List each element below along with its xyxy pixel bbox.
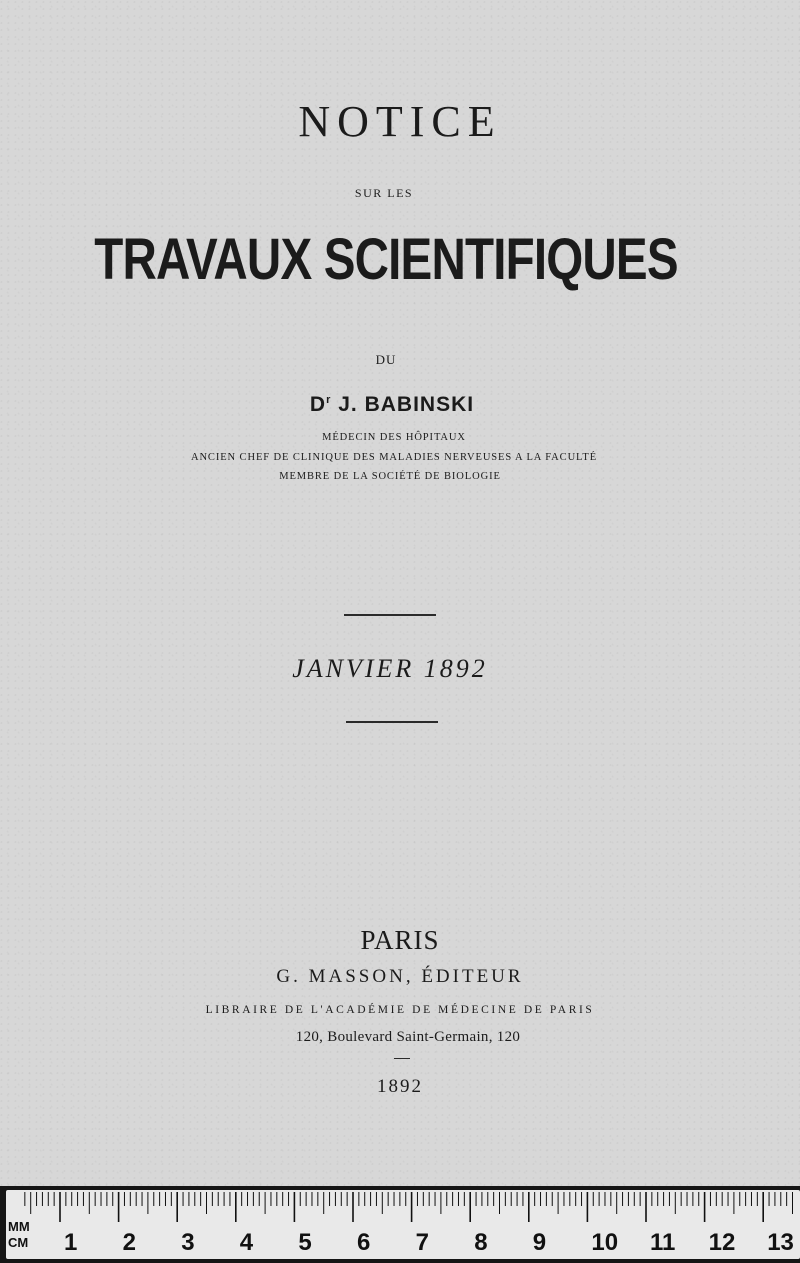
- ruler-number: 12: [708, 1229, 736, 1256]
- ruler-unit-mm: MM: [8, 1219, 30, 1234]
- notice-heading: NOTICE: [298, 97, 502, 146]
- ruler-number: 8: [474, 1229, 488, 1256]
- ruler-number: 6: [357, 1229, 371, 1256]
- ruler-unit-cm: CM: [8, 1235, 29, 1250]
- publication-city: PARIS: [360, 925, 440, 955]
- ruler-number: 1: [64, 1229, 78, 1256]
- ruler-number: 7: [415, 1229, 429, 1256]
- author-surname: J. BABINSKI: [338, 393, 475, 416]
- publisher-role: LIBRAIRE DE L'ACADÉMIE DE MÉDECINE DE PARIS: [205, 1004, 595, 1016]
- credential-line: MÉDECIN DES HÔPITAUX: [322, 432, 466, 443]
- ruler-number: 13: [767, 1229, 794, 1256]
- author-prefix-superscript: r: [326, 394, 332, 406]
- ruler-number: 10: [591, 1229, 619, 1256]
- ruler-number: 2: [122, 1229, 136, 1256]
- ruler-number: 9: [532, 1229, 547, 1256]
- preposition: DU: [375, 352, 397, 367]
- publisher-address: 120, Boulevard Saint-Germain, 120: [295, 1029, 521, 1045]
- ruler-strip: [6, 1190, 800, 1259]
- author-name: [0, 393, 792, 417]
- ruler-number: 5: [298, 1229, 312, 1256]
- main-title: TRAVAUX SCIENTIFIQUES: [94, 227, 678, 292]
- subheading: SUR LES: [354, 186, 414, 200]
- publisher-name: G. MASSON, ÉDITEUR: [276, 966, 524, 987]
- ruler-ticks: [6, 1190, 800, 1259]
- divider-rule: [344, 614, 436, 616]
- date-line: JANVIER 1892: [292, 654, 488, 683]
- publication-year: 1892: [377, 1076, 423, 1097]
- divider-rule: [346, 721, 438, 723]
- ruler-number: 11: [650, 1229, 676, 1256]
- divider-dash: [394, 1058, 410, 1059]
- ruler-number: 3: [181, 1229, 195, 1256]
- credential-line: MEMBRE DE LA SOCIÉTÉ DE BIOLOGIE: [279, 471, 501, 482]
- author-prefix: D: [309, 393, 327, 416]
- credential-line: ANCIEN CHEF DE CLINIQUE DES MALADIES NERVEUSES A LA FACULTÉ: [190, 452, 598, 463]
- ruler-number: 4: [239, 1229, 254, 1256]
